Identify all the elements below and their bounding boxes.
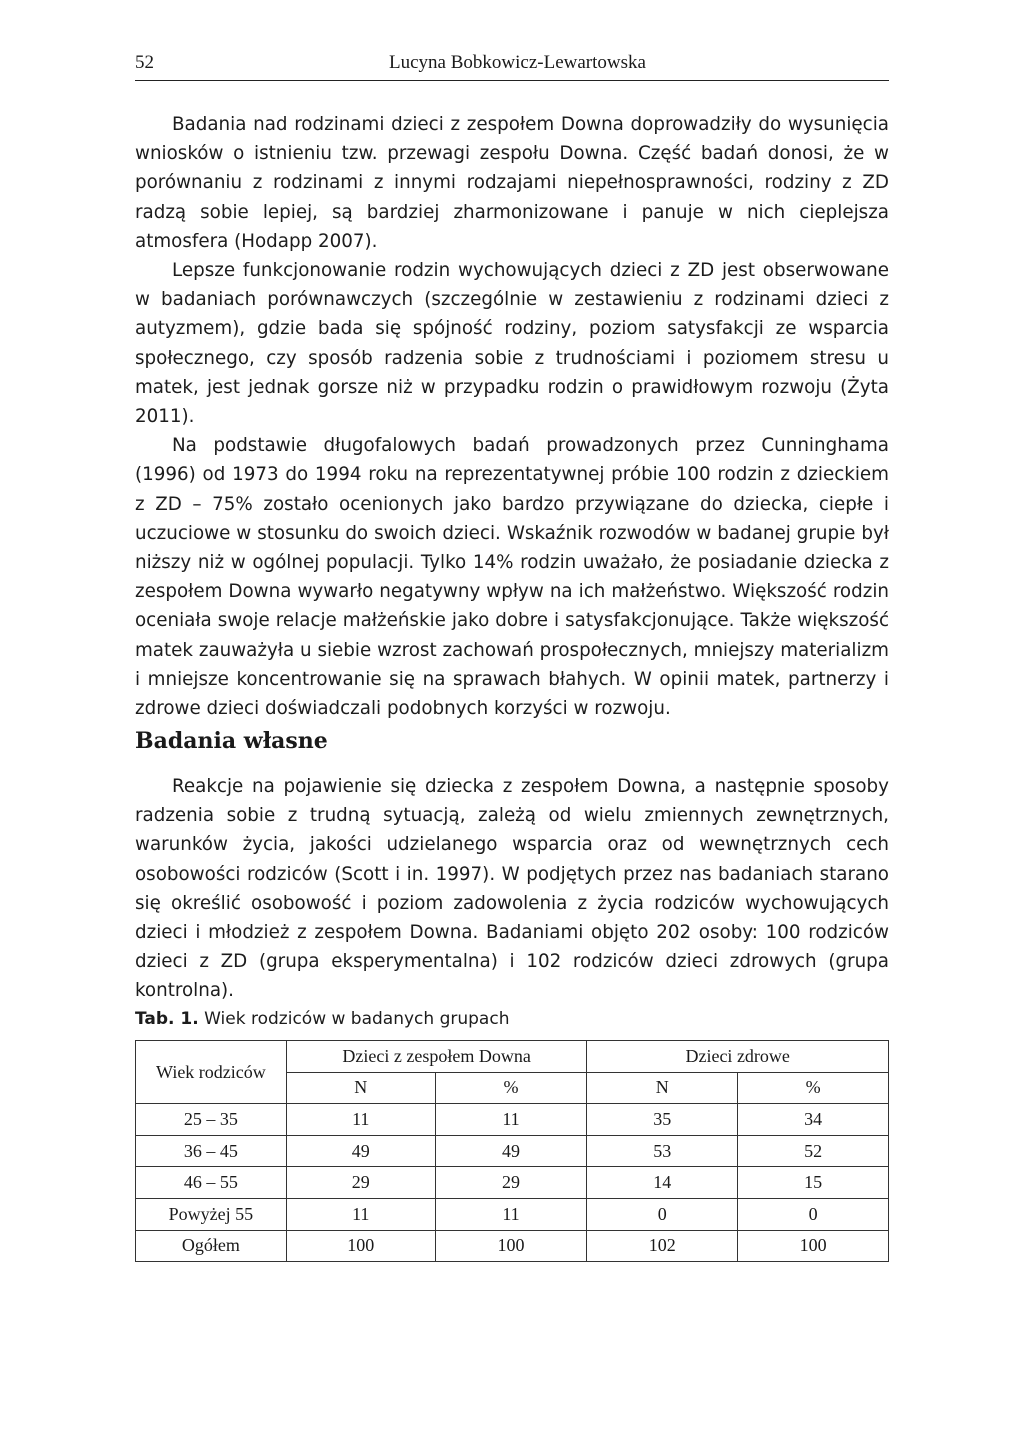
table-cell: 15 bbox=[738, 1167, 889, 1199]
table-row bbox=[136, 1135, 889, 1167]
page-number: 52 bbox=[135, 52, 154, 73]
table-cell: 35 bbox=[587, 1104, 738, 1136]
table-cell: 29 bbox=[435, 1167, 587, 1199]
table-total-row bbox=[136, 1230, 889, 1262]
running-header bbox=[135, 50, 889, 81]
table-caption-text: Wiek rodziców w badanych grupach bbox=[204, 1009, 510, 1029]
parents-age-table bbox=[135, 1040, 889, 1262]
table-cell: 34 bbox=[738, 1104, 889, 1136]
subheader-n: N bbox=[286, 1072, 435, 1104]
table-caption bbox=[135, 1009, 509, 1029]
section-text-block bbox=[135, 772, 889, 1006]
subheader-percent: % bbox=[738, 1072, 889, 1104]
paragraph-hodapp: Badania nad rodzinami dzieci z zespołem Downa doprowadziły do wysunięcia wniosków o istnieniu tzw. przewagi zespołu Downa. Część badań donosi, że w porównaniu z rodzinami z innymi rodzajami niepełnosprawności, rodziny z ZD radzą sobie lepiej, są bardziej zharmonizowane i panuje w nich cieplejsza atmosfera (Hodapp 2007). bbox=[135, 114, 889, 252]
table-cell: 49 bbox=[435, 1135, 587, 1167]
section-heading: Badania własne bbox=[135, 728, 328, 754]
table-cell: 29 bbox=[286, 1167, 435, 1199]
paragraph-zyta: Lepsze funkcjonowanie rodzin wychowujących dzieci z ZD jest obserwowane w badaniach porównawczych (szczególnie w zestawieniu z rodzinami dzieci z autyzmem), gdzie bada się spójność rodziny, poziom satysfakcji ze wsparcia społecznego, czy sposób radzenia sobie z trudnościami i poziomem stresu u matek, jest jednak gorsze niż w przypadku rodzin o prawidłowym rozwoju (Żyta 2011). bbox=[135, 260, 889, 428]
table-cell: 11 bbox=[435, 1104, 587, 1136]
age-range-cell: Powyżej 55 bbox=[136, 1198, 287, 1230]
table-cell: 100 bbox=[738, 1230, 889, 1262]
row-header-label: Wiek rodziców bbox=[136, 1041, 287, 1104]
age-range-cell: 46 – 55 bbox=[136, 1167, 287, 1199]
intro-text-block bbox=[135, 110, 889, 723]
table-cell: 14 bbox=[587, 1167, 738, 1199]
paragraph-own-research: Reakcje na pojawienie się dziecka z zespołem Downa, a następnie sposoby radzenia sobie z trudną sytuacją, zależą od wielu zmiennych zewnętrznych, warunków życia, jakości udzielanego wsparcia oraz od wewnętrznych cech osobowości rodziców (Scott i in. 1997). W podjętych przez nas badaniach starano się określić osobowość i poziom zadowolenia z życia rodziców wychowujących dzieci i młodzież z zespołem Downa. Badaniami objęto 202 osoby: 100 rodziców dzieci z ZD (grupa eksperymentalna) i 102 rodziców dzieci zdrowych (grupa kontrolna). bbox=[135, 776, 889, 1002]
table-cell: 11 bbox=[286, 1198, 435, 1230]
table-cell: 49 bbox=[286, 1135, 435, 1167]
author-name: Lucyna Bobkowicz-Lewartowska bbox=[389, 52, 646, 73]
subheader-n: N bbox=[587, 1072, 738, 1104]
group-header-down-syndrome: Dzieci z zespołem Downa bbox=[286, 1041, 587, 1073]
table-cell: 102 bbox=[587, 1230, 738, 1262]
subheader-percent: % bbox=[435, 1072, 587, 1104]
table-row bbox=[136, 1104, 889, 1136]
table-cell: 53 bbox=[587, 1135, 738, 1167]
table-cell: 52 bbox=[738, 1135, 889, 1167]
table-cell: 100 bbox=[286, 1230, 435, 1262]
table-row bbox=[136, 1167, 889, 1199]
total-label-cell: Ogółem bbox=[136, 1230, 287, 1262]
table-header-row bbox=[136, 1041, 889, 1073]
table-caption-label: Tab. 1. bbox=[135, 1009, 199, 1029]
table-cell: 11 bbox=[286, 1104, 435, 1136]
table-cell: 100 bbox=[435, 1230, 587, 1262]
group-header-healthy: Dzieci zdrowe bbox=[587, 1041, 889, 1073]
age-range-cell: 36 – 45 bbox=[136, 1135, 287, 1167]
table-cell: 0 bbox=[738, 1198, 889, 1230]
paragraph-cunningham: Na podstawie długofalowych badań prowadzonych przez Cunninghama (1996) od 1973 do 1994 roku na reprezentatywnej próbie 100 rodzin z dzieckiem z ZD – 75% zostało ocenionych jako bardzo przywiązane do dziecka, ciepłe i uczuciowe w stosunku do swoich dzieci. Wskaźnik rozwodów w badanej grupie był niższy niż w ogólnej populacji. Tylko 14% rodzin uważało, że posiadanie dziecka z zespołem Downa wywarło negatywny wpływ na ich małżeństwo. Większość rodzin oceniała swoje relacje małżeńskie jako dobre i satysfakcjonujące. Także większość matek zauważyła u siebie wzrost zachowań prospołecznych, mniejszy materializm i mniejsze koncentrowanie się na sprawach błahych. W opinii matek, partnerzy i zdrowe dzieci doświadczali podobnych korzyści w rozwoju. bbox=[135, 435, 889, 720]
age-range-cell: 25 – 35 bbox=[136, 1104, 287, 1136]
table-row bbox=[136, 1198, 889, 1230]
table-cell: 11 bbox=[435, 1198, 587, 1230]
table-cell: 0 bbox=[587, 1198, 738, 1230]
